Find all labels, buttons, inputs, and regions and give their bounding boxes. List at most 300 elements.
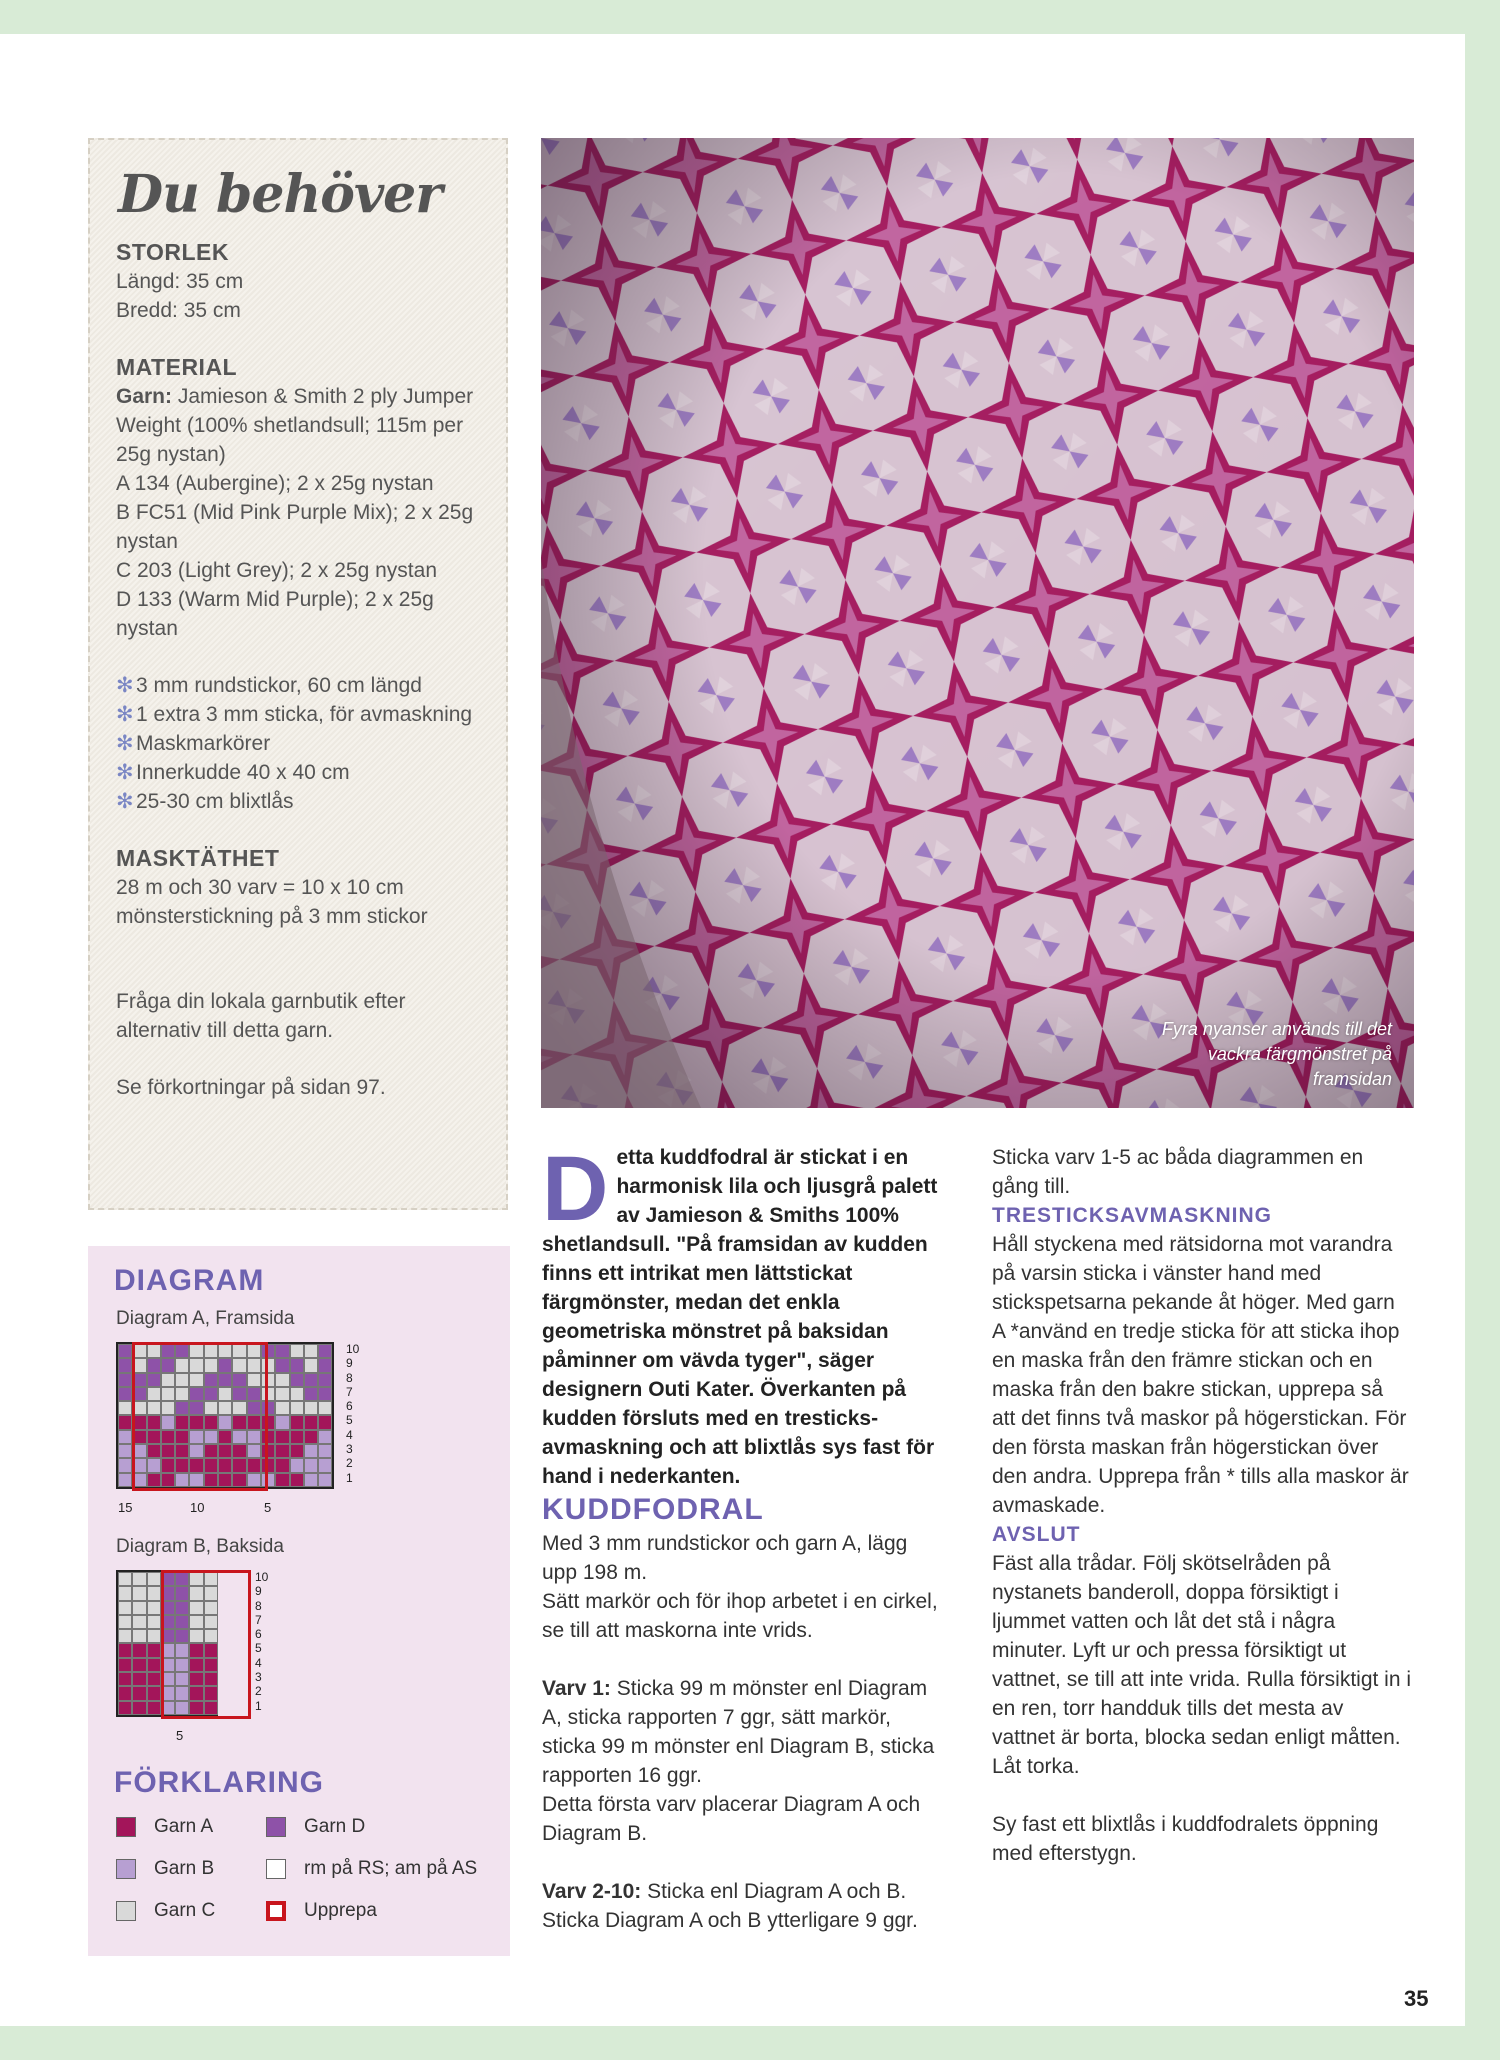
chart-cell (232, 1415, 246, 1429)
asterisk-icon: ✻ (116, 703, 134, 726)
legend-item-garn-b: Garn B (116, 1858, 214, 1880)
chart-cell (261, 1358, 275, 1372)
row-number: 10 (255, 1570, 269, 1584)
chart-cell (161, 1658, 175, 1672)
chart-cell (304, 1444, 318, 1458)
article-column-2 (992, 1143, 1412, 1868)
chart-cell (247, 1458, 261, 1472)
chart-cell (132, 1601, 146, 1615)
avslut-heading: AVSLUT (992, 1523, 1081, 1546)
size-width: Bredd: 35 cm (116, 299, 241, 322)
row-number: 4 (255, 1655, 262, 1670)
chart-cell (204, 1686, 218, 1700)
chart-cell (318, 1344, 332, 1358)
chart-cell (147, 1401, 161, 1415)
chart-cell (161, 1358, 175, 1372)
varv2-paragraph: Varv 2-10: Sticka enl Diagram A och B. Sticka Diagram A och B ytterligare 9 ggr. (542, 1880, 918, 1932)
chart-cell (132, 1658, 146, 1672)
chart-cell (304, 1415, 318, 1429)
legend-heading: FÖRKLARING (114, 1766, 324, 1799)
chart-cell (204, 1572, 218, 1586)
chart-cell (132, 1572, 146, 1586)
chart-cell (218, 1473, 232, 1487)
chart-cell (318, 1401, 332, 1415)
chart-cell (275, 1387, 289, 1401)
chart-cell (118, 1373, 132, 1387)
garn-a-swatch (116, 1817, 136, 1837)
size-length: Längd: 35 cm (116, 270, 244, 293)
yarn-description (116, 382, 496, 469)
chart-cell (175, 1458, 189, 1472)
chart-cell (189, 1473, 203, 1487)
stitch-swatch (266, 1859, 286, 1879)
chart-cell (132, 1373, 146, 1387)
chart-cell (147, 1344, 161, 1358)
row-number: 7 (346, 1384, 353, 1399)
diagram-a-col-10: 10 (190, 1500, 205, 1515)
diagram-a-row-numbers (346, 1342, 359, 1485)
chart-cell (118, 1701, 132, 1715)
chart-cell (132, 1473, 146, 1487)
chart-cell (290, 1415, 304, 1429)
chart-cell (161, 1458, 175, 1472)
chart-cell (275, 1473, 289, 1487)
chart-cell (161, 1643, 175, 1657)
bullet-item: ✻ 1 extra 3 mm sticka, för avmaskning (116, 700, 496, 729)
chart-cell (204, 1458, 218, 1472)
chart-cell (175, 1444, 189, 1458)
chart-cell (290, 1430, 304, 1444)
chart-cell (118, 1643, 132, 1657)
legend-item-repeat: Upprepa (266, 1900, 377, 1922)
bullet-item: ✻ Maskmarkörer (116, 729, 496, 758)
chart-cell (118, 1415, 132, 1429)
materials-box (88, 138, 520, 1210)
chart-cell (275, 1401, 289, 1415)
chart-cell (118, 1572, 132, 1586)
chart-cell (175, 1358, 189, 1372)
chart-cell (204, 1387, 218, 1401)
chart-cell (161, 1415, 175, 1429)
chart-cell (147, 1473, 161, 1487)
row-number: 6 (255, 1627, 262, 1642)
row-number: 3 (255, 1670, 262, 1685)
chart-cell (147, 1658, 161, 1672)
avslut-text: Fäst alla trådar. Följ skötselråden på nystanets banderoll, doppa försiktigt i ljummet vatten och låt det stå i några minuter. Lyft ur och pressa försiktigt ut vattnet, se till att inte vrida. Rulla försiktigt in i en ren, torr handduk tills det mesta av vattnet är borta, blocka sedan enligt måtten. Låt torka. (992, 1552, 1412, 1778)
chart-cell (218, 1401, 232, 1415)
chart-cell (247, 1387, 261, 1401)
chart-cell (275, 1430, 289, 1444)
legend-item-garn-a: Garn A (116, 1816, 213, 1838)
chart-cell (189, 1643, 203, 1657)
chart-cell (204, 1401, 218, 1415)
diagram-b-label: Diagram B, Baksida (116, 1536, 284, 1557)
chart-cell (304, 1373, 318, 1387)
chart-cell (204, 1344, 218, 1358)
chart-cell (161, 1686, 175, 1700)
chart-cell (132, 1586, 146, 1600)
chart-cell (118, 1615, 132, 1629)
chart-cell (132, 1344, 146, 1358)
diagram-b-row-numbers (255, 1570, 268, 1713)
chart-cell (147, 1601, 161, 1615)
chart-cell (189, 1672, 203, 1686)
chart-cell (304, 1387, 318, 1401)
yarn-label: Garn: (116, 385, 173, 408)
chart-cell (204, 1358, 218, 1372)
chart-cell (204, 1643, 218, 1657)
chart-cell (247, 1358, 261, 1372)
chart-cell (204, 1672, 218, 1686)
chart-cell (147, 1643, 161, 1657)
varv1-p2: Detta första varv placerar Diagram A och Diagram B. (542, 1793, 921, 1845)
garn-c-swatch (116, 1901, 136, 1921)
chart-cell (118, 1473, 132, 1487)
chart-cell (318, 1415, 332, 1429)
chart-cell (132, 1444, 146, 1458)
chart-cell (175, 1701, 189, 1715)
chart-cell (175, 1672, 189, 1686)
row-number: 3 (346, 1442, 353, 1457)
chart-cell (218, 1344, 232, 1358)
diagram-a-col-5: 5 (264, 1500, 272, 1515)
gauge-heading: MASKTÄTHET (116, 845, 280, 871)
row-number: 9 (346, 1356, 353, 1371)
abbrev-text: Se förkortningar på sidan 97. (116, 1076, 386, 1099)
chart-cell (318, 1473, 332, 1487)
chart-cell (261, 1444, 275, 1458)
chart-cell (161, 1430, 175, 1444)
chart-cell (218, 1358, 232, 1372)
yarn-c: C 203 (Light Grey); 2 x 25g nystan (116, 559, 437, 582)
chart-cell (189, 1458, 203, 1472)
chart-cell (290, 1473, 304, 1487)
chart-cell (232, 1373, 246, 1387)
chart-cell (132, 1401, 146, 1415)
chart-cell (189, 1701, 203, 1715)
yarn-text: Jamieson & Smith 2 ply Jumper Weight (100% shetlandsull; 115m per 25g nystan) (116, 385, 474, 466)
chart-cell (261, 1415, 275, 1429)
chart-cell (318, 1458, 332, 1472)
chart-cell (189, 1629, 203, 1643)
chart-cell (304, 1344, 318, 1358)
chart-cell (247, 1430, 261, 1444)
chart-cell (218, 1430, 232, 1444)
chart-cell (204, 1430, 218, 1444)
chart-cell (261, 1373, 275, 1387)
chart-cell (261, 1430, 275, 1444)
chart-cell (147, 1615, 161, 1629)
chart-cell (175, 1430, 189, 1444)
bullet-item: ✻ 3 mm rundstickor, 60 cm längd (116, 671, 496, 700)
legend-item-garn-d: Garn D (266, 1816, 365, 1838)
chart-cell (218, 1444, 232, 1458)
chart-cell (232, 1473, 246, 1487)
chart-cell (204, 1415, 218, 1429)
chart-cell (147, 1358, 161, 1372)
repeat-swatch (266, 1901, 286, 1921)
chart-cell (247, 1415, 261, 1429)
row-number: 6 (346, 1399, 353, 1414)
chart-cell (175, 1344, 189, 1358)
chart-cell (147, 1415, 161, 1429)
bullet-item: ✻ 25-30 cm blixtlås (116, 787, 496, 816)
chart-cell (218, 1458, 232, 1472)
chart-cell (175, 1629, 189, 1643)
chart-cell (290, 1387, 304, 1401)
chart-cell (189, 1686, 203, 1700)
chart-cell (147, 1672, 161, 1686)
chart-cell (204, 1373, 218, 1387)
row-number: 8 (346, 1370, 353, 1385)
chart-cell (118, 1344, 132, 1358)
fair-isle-pattern-image (541, 138, 1414, 1108)
row-number: 10 (346, 1342, 360, 1356)
chart-cell (275, 1373, 289, 1387)
chart-cell (118, 1586, 132, 1600)
row-number: 4 (346, 1427, 353, 1442)
article-column-1 (542, 1138, 942, 1935)
diagram-a-label: Diagram A, Framsida (116, 1308, 295, 1329)
chart-cell (147, 1373, 161, 1387)
chart-cell (189, 1387, 203, 1401)
chart-cell (290, 1458, 304, 1472)
intro-paragraph: Detta kuddfodral är stickat i en harmonisk lila och ljusgrå palett av Jamieson & Smiths 100% shetlandsull. "På framsidan av kudden finns ett intrikat men lättstickat färgmönster, medan det enkla geometriska mönstret på baksidan påminner om vävda tyger", säger designern Outi Kater. Överkanten på kudden försluts med en tresticks-avmaskning och att blixtlås sys fast för hand i nederkanten. (542, 1138, 938, 1488)
ask-text: Fråga din lokala garnbutik efter alternativ till detta garn. (116, 990, 406, 1042)
chart-cell (118, 1401, 132, 1415)
chart-cell (304, 1430, 318, 1444)
asterisk-icon: ✻ (116, 732, 134, 755)
chart-cell (189, 1344, 203, 1358)
chart-cell (118, 1387, 132, 1401)
chart-cell (175, 1686, 189, 1700)
chart-cell (275, 1344, 289, 1358)
chart-cell (118, 1672, 132, 1686)
chart-cell (204, 1629, 218, 1643)
diagram-b-grid (116, 1570, 218, 1717)
row-number: 9 (255, 1584, 262, 1599)
chart-cell (147, 1458, 161, 1472)
chart-cell (290, 1358, 304, 1372)
kuddfodral-heading: KUDDFODRAL (542, 1493, 764, 1526)
chart-cell (247, 1373, 261, 1387)
chart-cell (189, 1572, 203, 1586)
drop-cap: D (542, 1138, 609, 1240)
chart-cell (204, 1473, 218, 1487)
chart-cell (218, 1387, 232, 1401)
chart-cell (161, 1601, 175, 1615)
chart-cell (161, 1701, 175, 1715)
chart-cell (175, 1615, 189, 1629)
chart-cell (189, 1658, 203, 1672)
info-title: Du behöver (118, 164, 442, 225)
chart-cell (204, 1701, 218, 1715)
kuddfodral-p1: Med 3 mm rundstickor och garn A, lägg upp 198 m. (542, 1532, 908, 1584)
yarn-b: B FC51 (Mid Pink Purple Mix); 2 x 25g nystan (116, 501, 520, 553)
chart-cell (118, 1601, 132, 1615)
chart-cell (147, 1586, 161, 1600)
chart-cell (232, 1444, 246, 1458)
garn-d-swatch (266, 1817, 286, 1837)
row-number: 8 (255, 1598, 262, 1613)
chart-cell (318, 1444, 332, 1458)
chart-cell (175, 1572, 189, 1586)
chart-cell (161, 1586, 175, 1600)
chart-cell (232, 1358, 246, 1372)
chart-cell (290, 1401, 304, 1415)
chart-cell (261, 1387, 275, 1401)
chart-cell (118, 1358, 132, 1372)
chart-cell (189, 1586, 203, 1600)
chart-cell (118, 1629, 132, 1643)
chart-cell (189, 1615, 203, 1629)
chart-cell (290, 1344, 304, 1358)
chart-cell (147, 1572, 161, 1586)
yarn-a: A 134 (Aubergine); 2 x 25g nystan (116, 472, 434, 495)
material-heading: MATERIAL (116, 354, 238, 380)
row-number: 5 (346, 1413, 353, 1428)
chart-cell (261, 1401, 275, 1415)
chart-cell (161, 1572, 175, 1586)
chart-cell (147, 1444, 161, 1458)
chart-cell (175, 1586, 189, 1600)
chart-cell (132, 1615, 146, 1629)
diagram-box (88, 1246, 510, 1956)
chart-cell (232, 1430, 246, 1444)
asterisk-icon: ✻ (116, 790, 134, 813)
chart-cell (304, 1358, 318, 1372)
chart-cell (132, 1672, 146, 1686)
chart-cell (147, 1686, 161, 1700)
legend-item-stitch: rm på RS; am på AS (266, 1858, 477, 1880)
chart-cell (247, 1444, 261, 1458)
garn-b-swatch (116, 1859, 136, 1879)
chart-cell (304, 1401, 318, 1415)
chart-cell (147, 1430, 161, 1444)
chart-cell (304, 1473, 318, 1487)
chart-cell (161, 1473, 175, 1487)
chart-cell (132, 1701, 146, 1715)
chart-cell (132, 1643, 146, 1657)
chart-cell (161, 1629, 175, 1643)
diagram-a-col-15: 15 (118, 1500, 133, 1515)
chart-cell (118, 1458, 132, 1472)
knitted-pattern-photo (541, 138, 1414, 1108)
chart-cell (318, 1387, 332, 1401)
chart-cell (189, 1373, 203, 1387)
chart-cell (275, 1444, 289, 1458)
chart-cell (161, 1615, 175, 1629)
chart-cell (275, 1415, 289, 1429)
yarn-d: D 133 (Warm Mid Purple); 2 x 25g nystan (116, 588, 434, 640)
chart-cell (118, 1658, 132, 1672)
chart-cell (132, 1415, 146, 1429)
chart-cell (118, 1444, 132, 1458)
chart-cell (275, 1358, 289, 1372)
page-number: 35 (1404, 1986, 1429, 2011)
diagram-a-grid (116, 1342, 334, 1489)
chart-cell (175, 1473, 189, 1487)
chart-cell (290, 1373, 304, 1387)
chart-cell (204, 1586, 218, 1600)
chart-cell (275, 1458, 289, 1472)
gauge-text: 28 m och 30 varv = 10 x 10 cm mönsterstickning på 3 mm stickor (116, 876, 428, 928)
chart-cell (189, 1415, 203, 1429)
row-number: 5 (255, 1641, 262, 1656)
kuddfodral-p2: Sätt markör och för ihop arbetet i en cirkel, se till att maskorna inte vrids. (542, 1590, 938, 1642)
chart-cell (189, 1601, 203, 1615)
chart-cell (290, 1444, 304, 1458)
chart-cell (204, 1658, 218, 1672)
chart-cell (175, 1643, 189, 1657)
chart-cell (132, 1458, 146, 1472)
chart-cell (204, 1601, 218, 1615)
row-number: 7 (255, 1612, 262, 1627)
chart-cell (118, 1430, 132, 1444)
chart-cell (175, 1658, 189, 1672)
legend-item-garn-c: Garn C (116, 1900, 215, 1922)
chart-cell (175, 1601, 189, 1615)
tresticks-heading: TRESTICKSAVMASKNING (992, 1204, 1272, 1227)
chart-cell (161, 1401, 175, 1415)
chart-cell (318, 1373, 332, 1387)
chart-cell (161, 1373, 175, 1387)
chart-cell (232, 1387, 246, 1401)
chart-cell (261, 1473, 275, 1487)
chart-cell (304, 1458, 318, 1472)
row-number: 2 (346, 1456, 353, 1471)
chart-cell (232, 1458, 246, 1472)
chart-cell (175, 1387, 189, 1401)
asterisk-icon: ✻ (116, 761, 134, 784)
chart-cell (204, 1444, 218, 1458)
chart-cell (261, 1458, 275, 1472)
chart-cell (247, 1473, 261, 1487)
chart-cell (175, 1401, 189, 1415)
chart-cell (189, 1430, 203, 1444)
chart-cell (204, 1615, 218, 1629)
chart-cell (161, 1672, 175, 1686)
chart-cell (247, 1401, 261, 1415)
chart-cell (147, 1701, 161, 1715)
chart-cell (218, 1415, 232, 1429)
chart-cell (261, 1344, 275, 1358)
chart-cell (147, 1387, 161, 1401)
chart-cell (318, 1358, 332, 1372)
col2-p1: Sticka varv 1-5 ac båda diagrammen en gång till. (992, 1146, 1364, 1198)
avslut-text-2: Sy fast ett blixtlås i kuddfodralets öppning med efterstygn. (992, 1813, 1379, 1865)
chart-cell (147, 1629, 161, 1643)
row-number: 1 (346, 1470, 353, 1485)
chart-cell (132, 1686, 146, 1700)
chart-cell (161, 1444, 175, 1458)
chart-cell (232, 1401, 246, 1415)
varv1-paragraph: Varv 1: Sticka 99 m mönster enl Diagram A, sticka rapporten 7 ggr, sätt markör, sticka 99 m mönster enl Diagram B, sticka rapporten 16 ggr. (542, 1677, 935, 1787)
bullet-item: ✻ Innerkudde 40 x 40 cm (116, 758, 496, 787)
chart-cell (318, 1430, 332, 1444)
chart-cell (218, 1373, 232, 1387)
chart-cell (132, 1430, 146, 1444)
chart-cell (232, 1344, 246, 1358)
tresticks-text: Håll styckena med rätsidorna mot varandra på varsin sticka i vänster hand med stickspetsarna pekande åt höger. Med garn A *använd en tredje sticka för att sticka ihop en maska från den främre stickan och en maska från den bakre stickan, upprepa så att det finns två maskor på högerstickan. För den första maskan från högerstickan över den andra. Upprepa från * tills alla maskor är avmaskade. (992, 1233, 1409, 1517)
asterisk-icon: ✻ (116, 674, 134, 697)
chart-cell (247, 1344, 261, 1358)
chart-cell (132, 1629, 146, 1643)
chart-cell (132, 1358, 146, 1372)
size-heading: STORLEK (116, 239, 229, 265)
diagram-heading: DIAGRAM (114, 1264, 265, 1297)
chart-cell (161, 1344, 175, 1358)
